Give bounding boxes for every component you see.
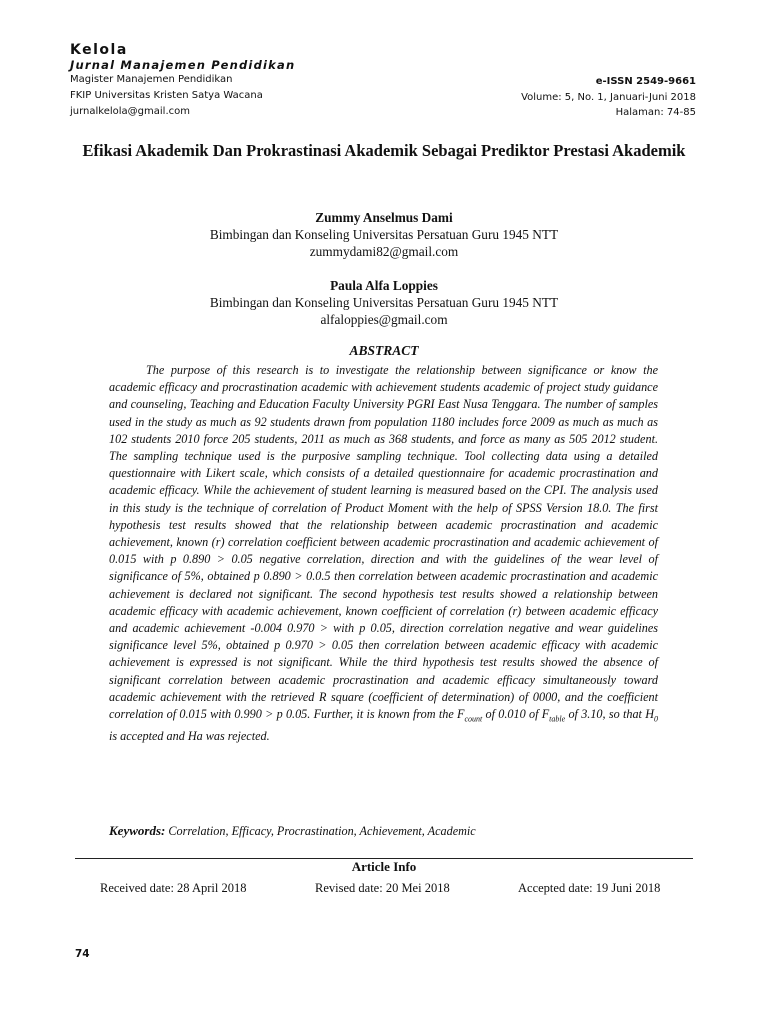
author-block — [100, 277, 668, 328]
received-date: Received date: 28 April 2018 — [100, 881, 247, 895]
journal-name: Kelola — [70, 42, 128, 58]
subscript-table: table — [549, 714, 566, 724]
author-name: Paula Alfa Loppies — [330, 278, 438, 293]
author-block — [100, 209, 668, 260]
subscript-count: count — [464, 714, 483, 724]
article-title: Efikasi Akademik Dan Prokrastinasi Akademik Sebagai Prediktor Prestasi Akademik — [82, 141, 686, 160]
subscript-zero: 0 — [654, 714, 658, 724]
article-info-heading: Article Info — [351, 859, 417, 874]
author-email: zummydami82@gmail.com — [309, 244, 459, 259]
journal-subtitle: Jurnal Manajemen Pendidikan — [70, 58, 296, 72]
page-range: Halaman: 74-85 — [615, 107, 696, 118]
author-email: alfaloppies@gmail.com — [320, 312, 448, 327]
affiliation-line: FKIP Universitas Kristen Satya Wacana — [70, 90, 263, 101]
page-number: 74 — [75, 948, 90, 960]
journal-email: jurnalkelola@gmail.com — [70, 106, 190, 117]
affiliation-line: Magister Manajemen Pendidikan — [70, 74, 233, 85]
abstract-mid2: of 3.10, so that H — [565, 707, 654, 722]
author-affiliation: Bimbingan dan Konseling Universitas Persatuan Guru 1945 NTT — [209, 227, 559, 242]
abstract-heading: ABSTRACT — [349, 343, 419, 358]
keywords-text: Correlation, Efficacy, Procrastination, Achievement, Academic — [165, 824, 476, 838]
abstract-main: The purpose of this research is to investigate the relationship between significance or know the academic efficacy and procrastination academic with achievement students academic of project study guidance and counseling, Teaching and Education Faculty University PGRI East Nusa Tenggara. The number of samples used in the study as much as 92 students drawn from population 1180 includes force 2009 as much as much as 102 students 2010 force 205 students, 2011 as much as 368 students, and force as many as 505 2012 student. The sampling technique used is the purposive sampling technique. Tool collecting data using a detailed questionnaire with Likert scale, which consists of a detailed questionnaire for academic procrastination and academic efficacy. While the achievement of student learning is measured based on the CPI. The analysis used in this study is the technique of correlation of Product Moment with the help of SPSS Version 18.0. The first hypothesis test results showed that the relationship between academic procrastination and academic achievement, known (r) correlation coefficient between academic procrastination and academic achievement of 0.015 with p 0.890 > 0.05 negative correlation, direction and with the guidelines of the wear level of significance of 5%, obtained p 0.890 > 0.0.5 then correlation between academic procrastination and academic achievement is declared not significant. The second hypothesis test results showed a relationship between academic efficacy with academic achievement, known coefficient of correlation (r) between academic efficacy and academic achievement -0.004 0.970 > with p 0.05, direction correlation negative and wear guidelines significance level 5%, obtained p 0.970 > 0.05 then correlation between academic efficacy with academic achievement is expressed is not significant. While the third hypothesis test results showed the absence of significant correlation between academic procrastination and academic efficacy simultaneously toward academic achievement with the retrieved R square (coefficient of determination) of 0000, and the coefficient correlation of 0.015 with 0.990 > p 0.05. Further, it is known from the F — [109, 363, 658, 722]
accepted-date: Accepted date: 19 Juni 2018 — [518, 881, 661, 895]
journal-header-left — [70, 42, 390, 120]
issn: e-ISSN 2549-9661 — [595, 76, 696, 87]
revised-date: Revised date: 20 Mei 2018 — [315, 881, 450, 895]
abstract-mid: of 0.010 of F — [482, 707, 550, 722]
journal-header-right — [521, 74, 696, 121]
abstract-end: is accepted and Ha was rejected. — [109, 728, 270, 743]
keywords-label: Keywords: — [109, 823, 166, 838]
volume-info: Volume: 5, No. 1, Januari-Juni 2018 — [521, 91, 696, 103]
keywords — [109, 822, 669, 840]
author-affiliation: Bimbingan dan Konseling Universitas Persatuan Guru 1945 NTT — [209, 295, 559, 310]
abstract-text — [109, 362, 658, 745]
author-name: Zummy Anselmus Dami — [315, 210, 453, 225]
